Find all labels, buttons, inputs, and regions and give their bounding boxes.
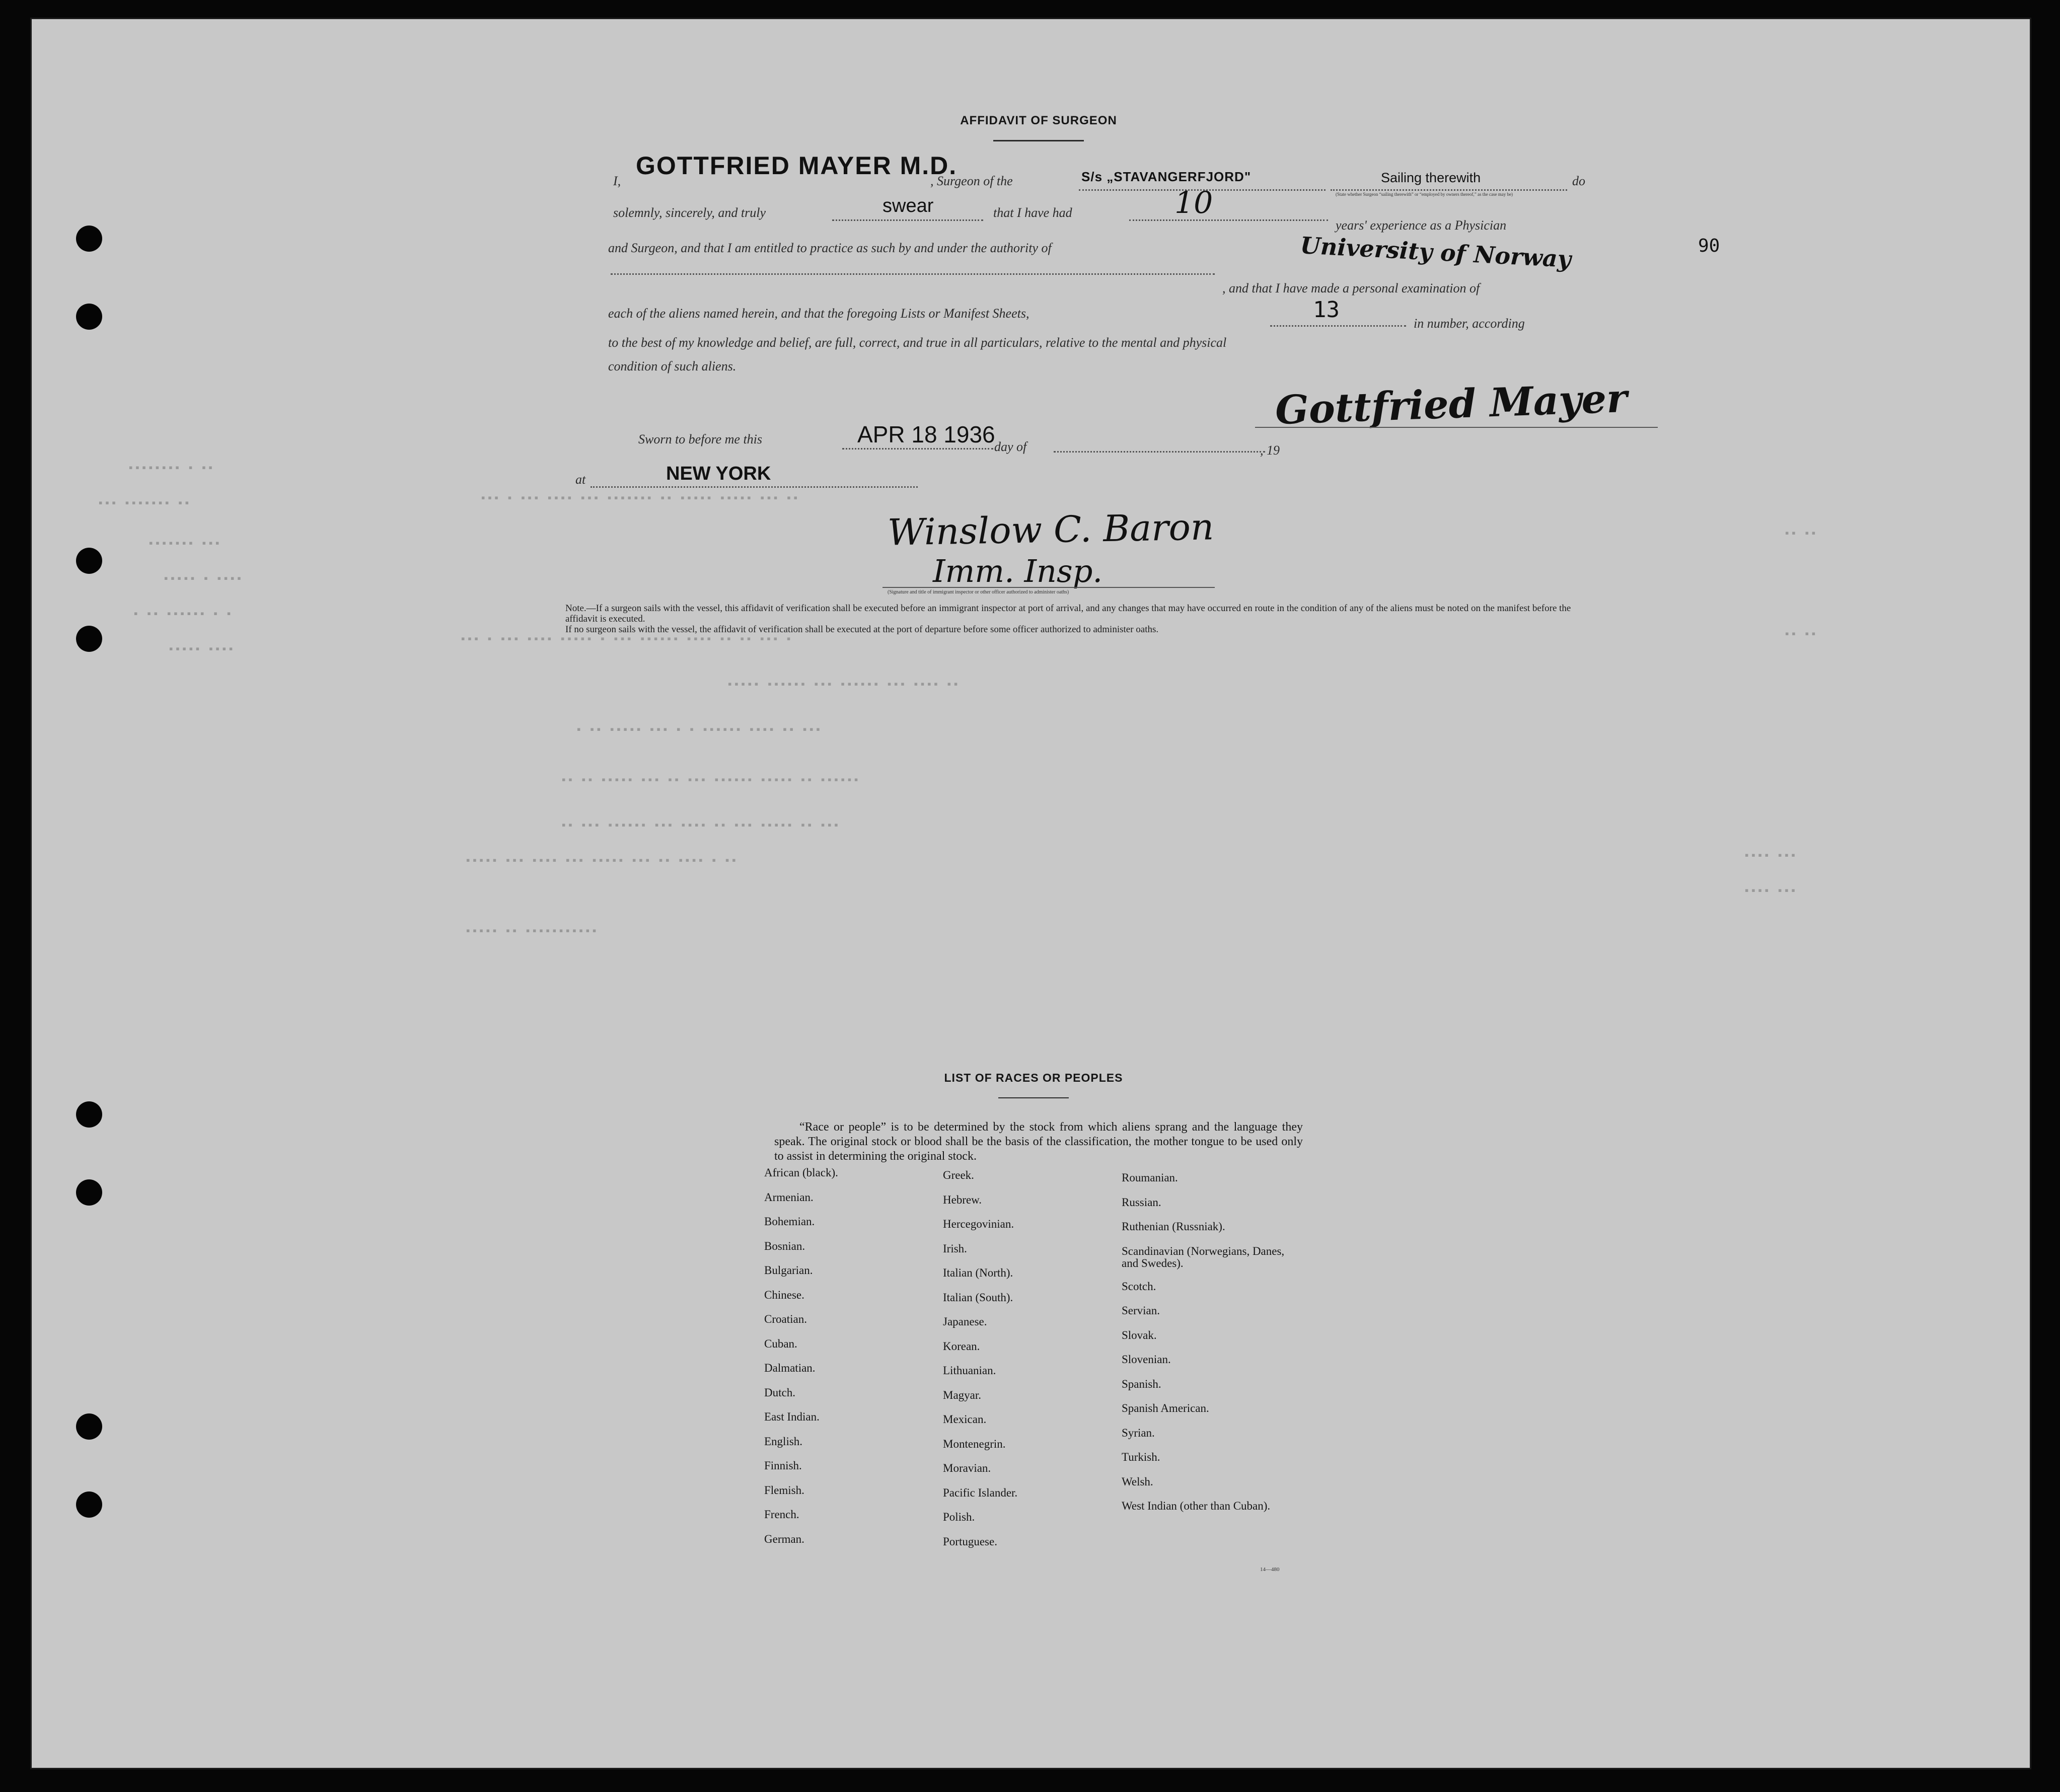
line1-middle: , Surgeon of the	[930, 174, 1013, 188]
years-experience: 10	[1174, 185, 1213, 220]
document-page	[30, 18, 2031, 1769]
race-item: Bohemian.	[764, 1215, 815, 1228]
race-item: Finnish.	[764, 1459, 802, 1472]
line1-end: do	[1572, 174, 1585, 188]
form-number: 14—480	[1260, 1566, 1280, 1573]
line7-text: condition of such aliens.	[608, 359, 737, 374]
race-item: Japanese.	[943, 1315, 987, 1328]
race-item: English.	[764, 1435, 803, 1448]
race-item: Russian.	[1122, 1196, 1161, 1209]
race-item: African (black).	[764, 1166, 838, 1179]
authority-line-a	[611, 273, 1215, 275]
race-item: Portuguese.	[943, 1535, 997, 1548]
bleed-through-text: ▪▪▪▪▪ ▪▪▪▪	[168, 643, 235, 656]
race-item: Servian.	[1122, 1304, 1160, 1317]
relation-underline	[1331, 189, 1567, 191]
race-item: Polish.	[943, 1511, 975, 1523]
binder-hole	[76, 226, 102, 252]
surgeon-name: GOTTFRIED MAYER M.D.	[636, 152, 958, 180]
sworn-date: APR 18 1936	[857, 421, 995, 447]
bleed-through-text: ▪▪ ▪▪	[1784, 528, 1817, 540]
race-item: East Indian.	[764, 1410, 820, 1423]
sworn-end: , 19	[1260, 443, 1280, 458]
bleed-through-text: ▪▪▪ ▪▪▪▪▪▪▪ ▪▪	[97, 497, 190, 510]
bleed-through-text: ▪▪ ▪▪	[1784, 628, 1817, 641]
officer-title: Imm. Insp.	[933, 553, 1103, 589]
line2-middle: that I have had	[993, 205, 1072, 220]
race-item: Dalmatian.	[764, 1362, 816, 1374]
race-item: Hercegovinian.	[943, 1218, 1014, 1230]
race-item: French.	[764, 1508, 799, 1521]
race-item: Spanish American.	[1122, 1402, 1209, 1414]
line1-prefix: I,	[613, 174, 621, 188]
bleed-through-text: ▪▪▪▪▪ ▪ ▪▪▪▪	[163, 573, 243, 585]
race-item: Armenian.	[764, 1190, 814, 1204]
vessel-name: S/s „STAVANGERFJORD"	[1081, 169, 1252, 184]
race-item: Cuban.	[764, 1337, 797, 1350]
line6-text: to the best of my knowledge and belief, are full, correct, and true in all particulars, relative to the mental and physical	[608, 335, 1227, 350]
surgeon-signature: Gottfried Mayer	[1274, 375, 1628, 434]
surgeon-relation: Sailing therewith	[1381, 170, 1481, 185]
officer-signature: Winslow C. Baron	[887, 505, 1214, 554]
sheets-underline	[1270, 325, 1406, 327]
sworn-middle: day of	[994, 439, 1027, 454]
race-item: Turkish.	[1122, 1451, 1160, 1463]
races-underline	[998, 1097, 1069, 1098]
race-item: Welsh.	[1122, 1475, 1153, 1488]
affidavit-title: AFFIDAVIT OF SURGEON	[960, 114, 1117, 127]
bleed-through-text: ▪▪▪ ▪ ▪▪▪ ▪▪▪▪ ▪▪▪▪▪ ▪ ▪▪▪ ▪▪▪▪▪▪ ▪▪▪▪ ▪▪ ▪▪ ▪▪▪ ▪	[460, 633, 792, 646]
race-item: Flemish.	[764, 1483, 804, 1497]
officer-caption: (Signature and title of immigrant inspector or other officer authorized to administer oaths)	[888, 589, 1069, 595]
title-underline	[993, 140, 1084, 141]
races-title: LIST OF RACES OR PEOPLES	[944, 1071, 1123, 1084]
binder-hole	[76, 1101, 102, 1128]
race-item: Moravian.	[943, 1462, 991, 1474]
page-number: 90	[1698, 236, 1720, 256]
line5-end: in number, according	[1414, 316, 1525, 331]
officer-line	[882, 587, 1215, 588]
race-item: Slovenian.	[1122, 1353, 1171, 1366]
binder-hole	[76, 304, 102, 330]
race-item: Bulgarian.	[764, 1264, 813, 1277]
sworn-prefix: Sworn to before me this	[638, 432, 763, 446]
line3-text: and Surgeon, and that I am entitled to practice as such by and under the authority of	[608, 241, 1052, 255]
race-item: Roumanian.	[1122, 1171, 1178, 1184]
race-item: Magyar.	[943, 1388, 982, 1401]
binder-hole	[76, 1413, 102, 1440]
sworn-month-underline	[1054, 451, 1265, 453]
race-item: Dutch.	[764, 1386, 795, 1399]
bleed-through-text: ▪▪ ▪▪ ▪▪▪▪▪ ▪▪▪ ▪▪ ▪▪▪ ▪▪▪▪▪▪ ▪▪▪▪▪ ▪▪ ▪▪▪▪▪▪	[560, 774, 860, 787]
affidavit-note: Note.—If a surgeon sails with the vessel, this affidavit of verification shall be executed before an immigrant inspector at port of arrival, and any changes that may have occurred en route in the condition of any of the aliens must be noted on the manifest before the affidavit is executed. If no surgeon sails with the vessel, the affidavit of verification shall be executed at the port of departure before some officer authorized to administer oaths.	[565, 603, 1571, 635]
bleed-through-text: ▪▪▪▪▪ ▪▪ ▪▪▪▪▪▪▪▪▪▪▪	[465, 925, 598, 938]
years-underline	[1129, 219, 1328, 221]
bleed-through-text: ▪▪▪▪ ▪▪▪	[1743, 885, 1797, 898]
race-item: Croatian.	[764, 1313, 807, 1325]
bleed-through-text: ▪▪▪▪▪▪▪ ▪▪▪	[148, 538, 221, 550]
binder-hole	[76, 548, 102, 574]
bleed-through-text: ▪▪▪ ▪ ▪▪▪ ▪▪▪▪ ▪▪▪ ▪▪▪▪▪▪▪ ▪▪ ▪▪▪▪▪ ▪▪▪▪▪ ▪▪▪ ▪▪	[480, 492, 799, 505]
line2-prefix: solemnly, sincerely, and truly	[613, 205, 766, 220]
race-item: Korean.	[943, 1339, 980, 1353]
line2-end: years' experience as a Physician	[1336, 218, 1507, 233]
line4-end: , and that I have made a personal examination of	[1222, 281, 1480, 295]
bleed-through-text: ▪▪▪▪▪▪▪▪ ▪ ▪▪	[127, 462, 214, 475]
bleed-through-text: ▪▪▪▪ ▪▪▪	[1743, 850, 1797, 862]
races-intro: “Race or people” is to be determined by the stock from which aliens sprang and the language they speak. The original stock or blood shall be the basis of the classification, the mother tongue to be used only to assist in determining the original stock.	[774, 1121, 1303, 1163]
bleed-through-text: ▪▪▪▪▪ ▪▪▪ ▪▪▪▪ ▪▪▪ ▪▪▪▪▪ ▪▪▪ ▪▪ ▪▪▪▪ ▪ ▪▪	[465, 855, 738, 867]
sworn-date-underline	[842, 448, 993, 450]
race-item: Mexican.	[943, 1413, 987, 1426]
bleed-through-text: ▪▪▪▪▪ ▪▪▪▪▪▪ ▪▪▪ ▪▪▪▪▪▪ ▪▪▪ ▪▪▪▪ ▪▪	[726, 679, 960, 691]
authority-handwritten: University of Norway	[1299, 232, 1572, 273]
signature-line	[1255, 427, 1658, 428]
race-item: Bosnian.	[764, 1239, 805, 1252]
at-label: at	[575, 472, 586, 487]
race-item: Italian (North).	[943, 1266, 1013, 1279]
sworn-place: NEW YORK	[666, 463, 771, 484]
binder-hole	[76, 1491, 102, 1518]
oath-word: swear	[882, 195, 934, 216]
line5-prefix: each of the aliens named herein, and that the foregoing Lists or Manifest Sheets,	[608, 306, 1029, 321]
race-item: Chinese.	[764, 1288, 804, 1301]
race-item: Montenegrin.	[943, 1437, 1006, 1450]
race-item: Ruthenian (Russniak).	[1122, 1220, 1225, 1233]
bleed-through-text: ▪ ▪▪ ▪▪▪▪▪▪ ▪ ▪	[132, 608, 233, 621]
binder-hole	[76, 626, 102, 652]
race-item: Spanish.	[1122, 1377, 1161, 1390]
race-item: West Indian (other than Cuban).	[1122, 1500, 1271, 1512]
oath-underline	[832, 219, 983, 221]
race-item: Irish.	[943, 1242, 967, 1255]
race-item: Syrian.	[1122, 1426, 1155, 1439]
binder-hole	[76, 1179, 102, 1206]
race-item: Lithuanian.	[943, 1364, 996, 1377]
race-item: Hebrew.	[943, 1193, 982, 1206]
race-item: German.	[764, 1532, 804, 1545]
bleed-through-text: ▪ ▪▪ ▪▪▪▪▪ ▪▪▪ ▪ ▪ ▪▪▪▪▪▪ ▪▪▪▪ ▪▪ ▪▪▪	[575, 724, 822, 736]
race-item: Scotch.	[1122, 1280, 1156, 1293]
race-item: Scandinavian (Norwegians, Danes, and Swedes).	[1122, 1244, 1285, 1270]
bleed-through-text: ▪▪ ▪▪▪ ▪▪▪▪▪▪ ▪▪▪ ▪▪▪▪ ▪▪ ▪▪▪ ▪▪▪▪▪ ▪▪ ▪▪▪	[560, 819, 840, 832]
relation-hint: (State whether Surgeon “sailing therewith” or “employed by owners thereof,” as the case may be)	[1336, 192, 1513, 197]
place-underline	[591, 486, 918, 488]
race-item: Greek.	[943, 1169, 974, 1181]
race-item: Pacific Islander.	[943, 1486, 1018, 1499]
race-item: Italian (South).	[943, 1291, 1013, 1304]
race-item: Slovak.	[1122, 1328, 1157, 1341]
sheets-count: 13	[1313, 297, 1340, 323]
